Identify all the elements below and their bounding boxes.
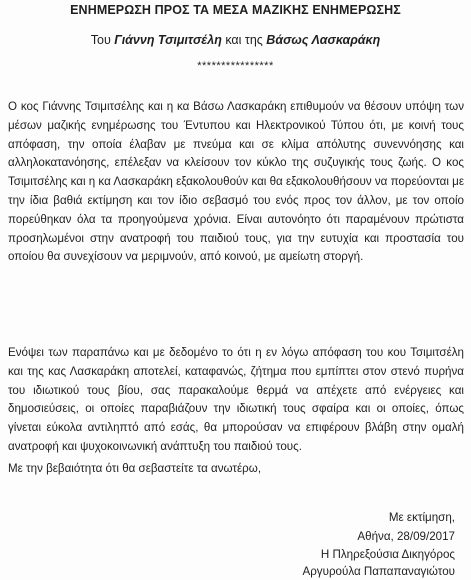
separator-stars: **************** [197, 60, 274, 72]
document-subtitle [0, 33, 471, 47]
closing-salutation: Με εκτίμηση, [388, 511, 455, 524]
subtitle-name-2: Βάσως Λασκαράκη [266, 33, 381, 47]
place-date: Αθήνα, 28/09/2017 [357, 530, 455, 543]
subtitle-prefix: Του [90, 33, 115, 47]
paragraph-announcement: Ο κος Γιάννης Τσιμιτσέλης και η κα Βάσω Λασκαράκη επιθυμούν να θέσουν υπόψη των μέσων μαζικής ενημέρωσης του Έντυπου και Ηλεκτρονικού Τύπου ότι, με κοινή τους απόφαση, την οποία έλαβαν με πνεύμα και σε κλίμα απόλυτης συνεννόησης και αλληλοκατανόησης, επέλεξαν να κλείσουν τον κύκλο της συζυγικής τους ζωής. Ο κος Τσιμιτσέλης και η κα Λασκαράκη εξακολουθούν και θα εξακολουθήσουν να πορεύονται με την ίδια βαθιά εκτίμηση και τον ίδιο σεβασμό του ενός προς τον άλλον, με τον οποίο πορεύθηκαν όλα τα προηγούμενα χρόνια. Είναι αυτονόητο ότι παραμένουν πρώτιστα προσηλωμένοι στην ανατροφή του παιδιού τους, για την ευτυχία και προστασία του οποίου θα συνεχίσουν να μεριμνούν, από κοινού, με αμείωτη στοργή. [8, 100, 464, 264]
paragraph-privacy-request: Ενόψει των παραπάνω και με δεδομένο το ότι η εν λόγω απόφαση του κου Τσιμιτσέλη και της κας Λασκαράκη αποτελεί, καταφανώς, ζήτημα που εμπίπτει στον στενό πυρήνα του ιδιωτικού τους βίου, σας παρακαλούμε θερμά να απέχετε από ενέργειες και δημοσιεύσεις, οι οποίες παραβιάζουν την ιδιωτική τους σφαίρα και οι οποίες, όπως γίνεται εύκολα αντιληπτό από εσάς, θα μπορούσαν να επιφέρουν βλάβη στην ομαλή ανατροφή και ψυχοκοινωνική ανάπτυξη του παιδιού τους. [8, 346, 464, 453]
paragraph-closing-line: Με την βεβαιότητα ότι θα σεβαστείτε τα ανωτέρω, [8, 462, 262, 475]
subtitle-middle: και της [221, 33, 267, 47]
subtitle-name-1: Γιάννη Τσιμιτσέλη [114, 33, 222, 47]
signatory-role: Η Πληρεξούσια Δικηγόρος [320, 548, 455, 561]
document-title: ΕΝΗΜΕΡΩΣΗ ΠΡΟΣ ΤΑ ΜΕΣΑ ΜΑΖΙΚΗΣ ΕΝΗΜΕΡΩΣΗΣ [70, 3, 401, 17]
signatory-name: Αργυρούλα Παπαπαναγιώτου [302, 565, 455, 578]
